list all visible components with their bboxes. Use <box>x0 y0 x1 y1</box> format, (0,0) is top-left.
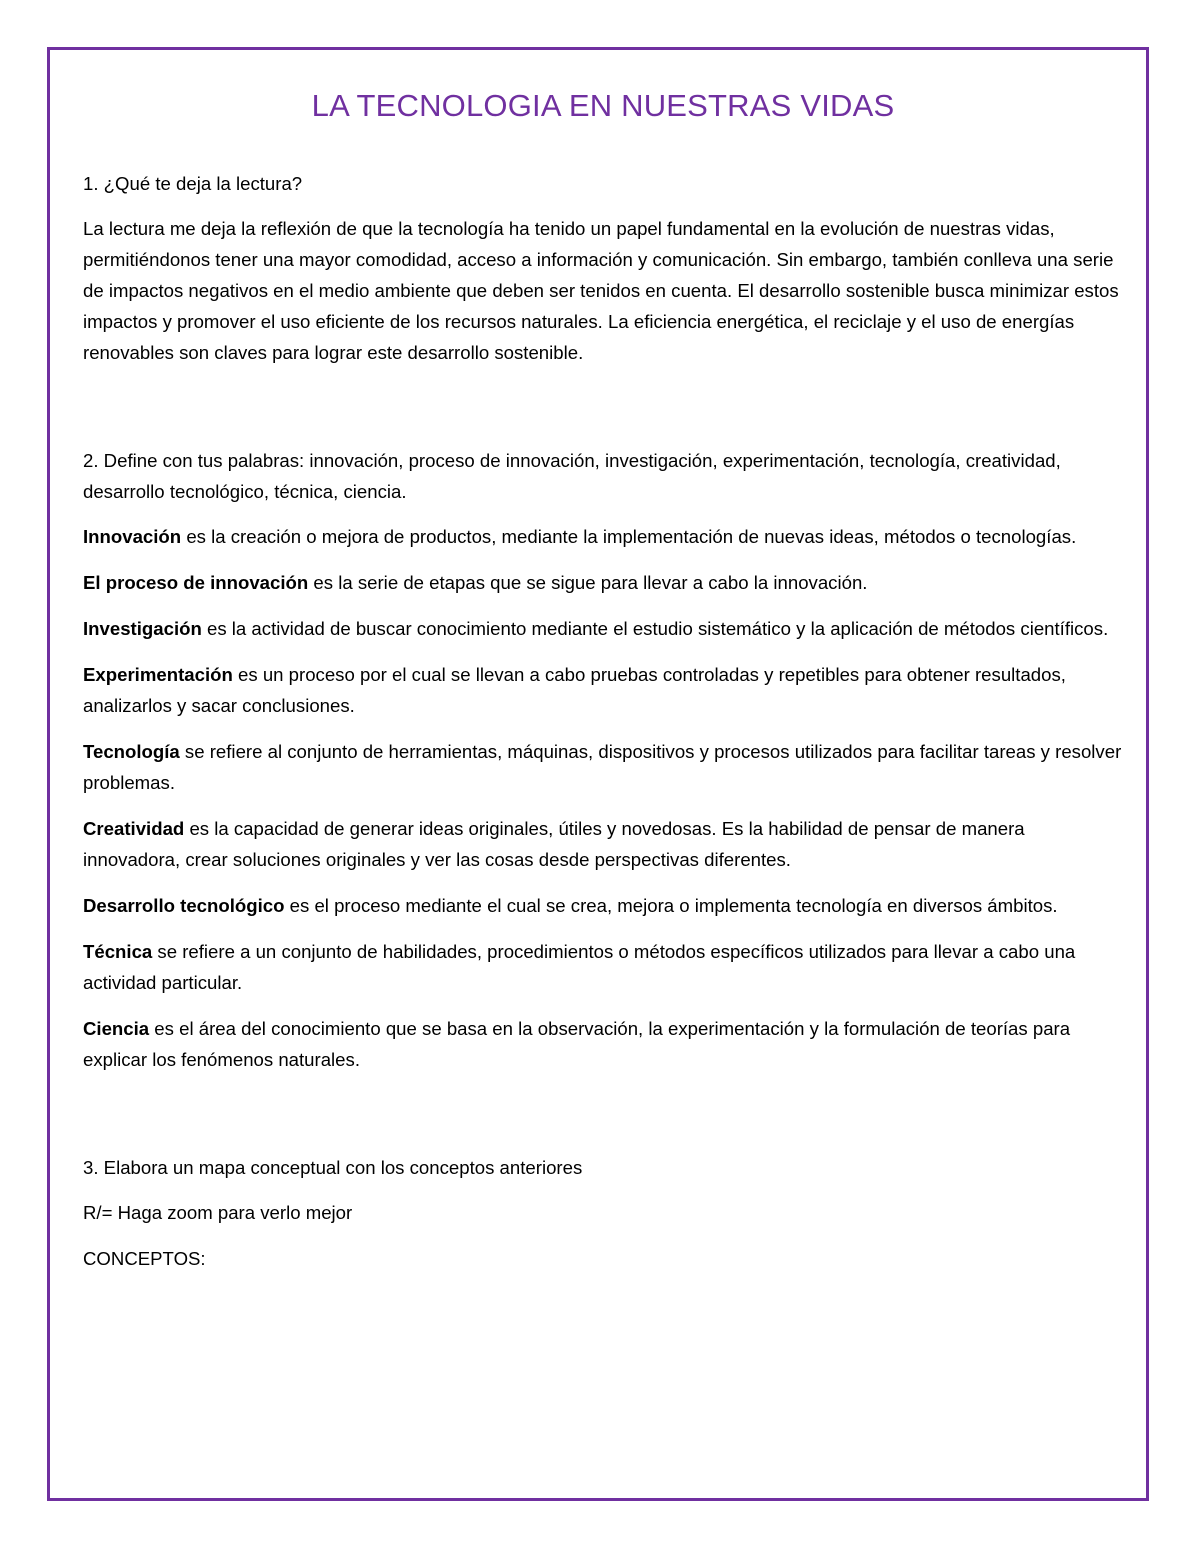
term-label: Desarrollo tecnológico <box>83 895 285 916</box>
term-label: Creatividad <box>83 818 185 839</box>
definition-text: es la serie de etapas que se sigue para llevar a cabo la innovación. <box>308 572 868 593</box>
page-title: LA TECNOLOGIA EN NUESTRAS VIDAS <box>311 88 895 123</box>
definition-text: es el área del conocimiento que se basa en la observación, la experimentación y la formulación de teorías para explicar los fenómenos naturales. <box>83 1018 1071 1070</box>
definition-text: es la capacidad de generar ideas originales, útiles y novedosas. Es la habilidad de pensar de manera innovadora, crear soluciones originales y ver las cosas desde perspectivas diferentes. <box>83 818 1025 870</box>
definition-text: es la actividad de buscar conocimiento mediante el estudio sistemático y la aplicación de métodos científicos. <box>201 618 1109 639</box>
question-2: 2. Define con tus palabras: innovación, proceso de innovación, investigación, experimentación, tecnología, creatividad, desarrollo tecnológico, técnica, ciencia. <box>83 450 1061 502</box>
question-3: 3. Elabora un mapa conceptual con los conceptos anteriores <box>83 1157 583 1178</box>
definition-ciencia <box>83 1013 1123 1075</box>
term-label: Tecnología <box>83 741 180 762</box>
definition-tecnologia <box>83 736 1123 798</box>
definition-text: es un proceso por el cual se llevan a cabo pruebas controladas y repetibles para obtener resultados, analizarlos y sacar conclusiones. <box>83 664 1066 716</box>
term-label: Innovación <box>83 526 182 547</box>
definition-experimentacion <box>83 659 1123 721</box>
definition-desarrollo-tecnologico <box>83 890 1123 921</box>
term-label: Experimentación <box>83 664 233 685</box>
definition-innovacion <box>83 521 1123 552</box>
definition-text: es el proceso mediante el cual se crea, mejora o implementa tecnología en diversos ámbitos. <box>284 895 1058 916</box>
question-1: 1. ¿Qué te deja la lectura? <box>83 173 303 194</box>
term-label: El proceso de innovación <box>83 572 309 593</box>
term-label: Técnica <box>83 941 153 962</box>
definition-text: se refiere a un conjunto de habilidades, procedimientos o métodos específicos utilizados para llevar a cabo una actividad particular. <box>83 941 1076 993</box>
document-body <box>83 82 1123 1289</box>
section-spacer <box>83 1090 1123 1152</box>
term-label: Investigación <box>83 618 202 639</box>
definition-investigacion <box>83 613 1123 644</box>
definition-text: es la creación o mejora de productos, mediante la implementación de nuevas ideas, métodos o tecnologías. <box>181 526 1077 547</box>
concepts-label: CONCEPTOS: <box>83 1248 206 1269</box>
answer-3: R/= Haga zoom para verlo mejor <box>83 1202 353 1223</box>
definition-proceso-innovacion <box>83 567 1123 598</box>
term-label: Ciencia <box>83 1018 150 1039</box>
section-spacer <box>83 383 1123 445</box>
answer-1: La lectura me deja la reflexión de que la tecnología ha tenido un papel fundamental en la evolución de nuestras vidas, permitiéndonos tener una mayor comodidad, acceso a información y comunicación. Sin embargo, también conlleva una serie de impactos negativos en el medio ambiente que deben ser tenidos en cuenta. El desarrollo sostenible busca minimizar estos impactos y promover el uso eficiente de los recursos naturales. La eficiencia energética, el reciclaje y el uso de energías renovables son claves para lograr este desarrollo sostenible. <box>83 218 1119 363</box>
definition-creatividad <box>83 813 1123 875</box>
definition-text: se refiere al conjunto de herramientas, máquinas, dispositivos y procesos utilizados para facilitar tareas y resolver problemas. <box>83 741 1122 793</box>
definition-tecnica <box>83 936 1123 998</box>
